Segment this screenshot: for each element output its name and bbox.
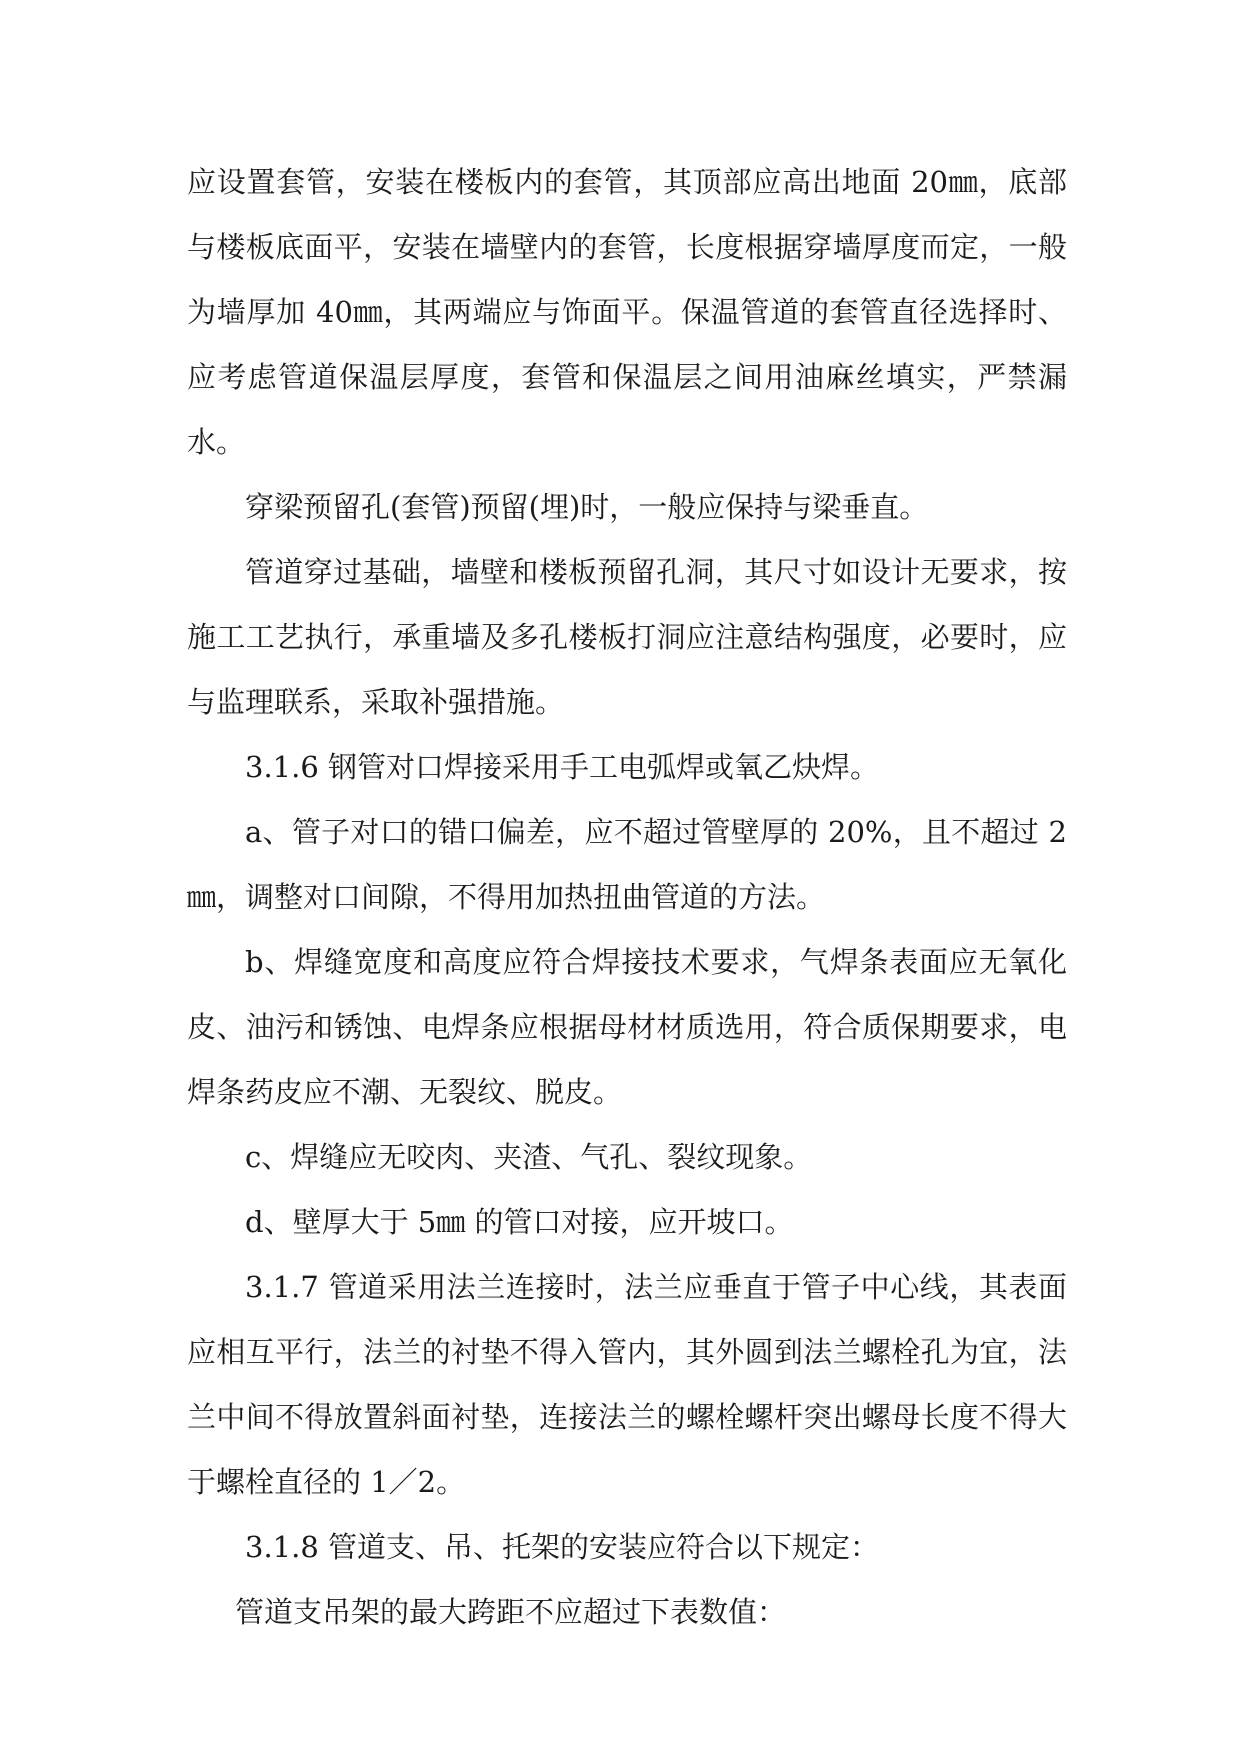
paragraph-item-b: b、焊缝宽度和高度应符合焊接技术要求，气焊条表面应无氧化皮、油污和锈蚀、电焊条应根据母材材质选用，符合质保期要求，电焊条药皮应不潮、无裂纹、脱皮。 [187,945,1067,1109]
paragraph-item-c: c、焊缝应无咬肉、夹渣、气孔、裂纹现象。 [245,1140,813,1174]
paragraph-item-a: a、管子对口的错口偏差，应不超过管壁厚的 20%，且不超过 2㎜，调整对口间隙，不得用加热扭曲管道的方法。 [187,815,1067,914]
paragraph-sleeve-installation: 应设置套管，安装在楼板内的套管，其顶部应高出地面 20㎜，底部与楼板底面平，安装在墙壁内的套管，长度根据穿墙厚度而定，一般为墙厚加 40㎜，其两端应与饰面平。保温管道的套管直径选择时、应考虑管道保温层厚度，套管和保温层之间用油麻丝填实，严禁漏水。 [187,165,1067,459]
paragraph-support-span: 管道支吊架的最大跨距不应超过下表数值： [235,1595,787,1629]
paragraph-3-1-6: 3.1.6 钢管对口焊接采用手工电弧焊或氧乙炔焊。 [245,750,880,784]
paragraph-3-1-8: 3.1.8 管道支、吊、托架的安装应符合以下规定： [245,1530,880,1564]
paragraph-3-1-7: 3.1.7 管道采用法兰连接时，法兰应垂直于管子中心线，其表面应相互平行，法兰的衬垫不得入管内，其外圆到法兰螺栓孔为宜，法兰中间不得放置斜面衬垫，连接法兰的螺栓螺杆突出螺母长度不得大于螺栓直径的 1／2。 [187,1270,1067,1499]
document-body [187,150,1067,1645]
paragraph-item-d: d、壁厚大于 5㎜ 的管口对接，应开坡口。 [245,1205,794,1239]
paragraph-beam-hole: 穿梁预留孔(套管)预留(埋)时，一般应保持与梁垂直。 [245,490,929,524]
paragraph-foundation-holes: 管道穿过基础，墙壁和楼板预留孔洞，其尺寸如设计无要求，按施工工艺执行，承重墙及多孔楼板打洞应注意结构强度，必要时，应与监理联系，采取补强措施。 [187,555,1067,719]
